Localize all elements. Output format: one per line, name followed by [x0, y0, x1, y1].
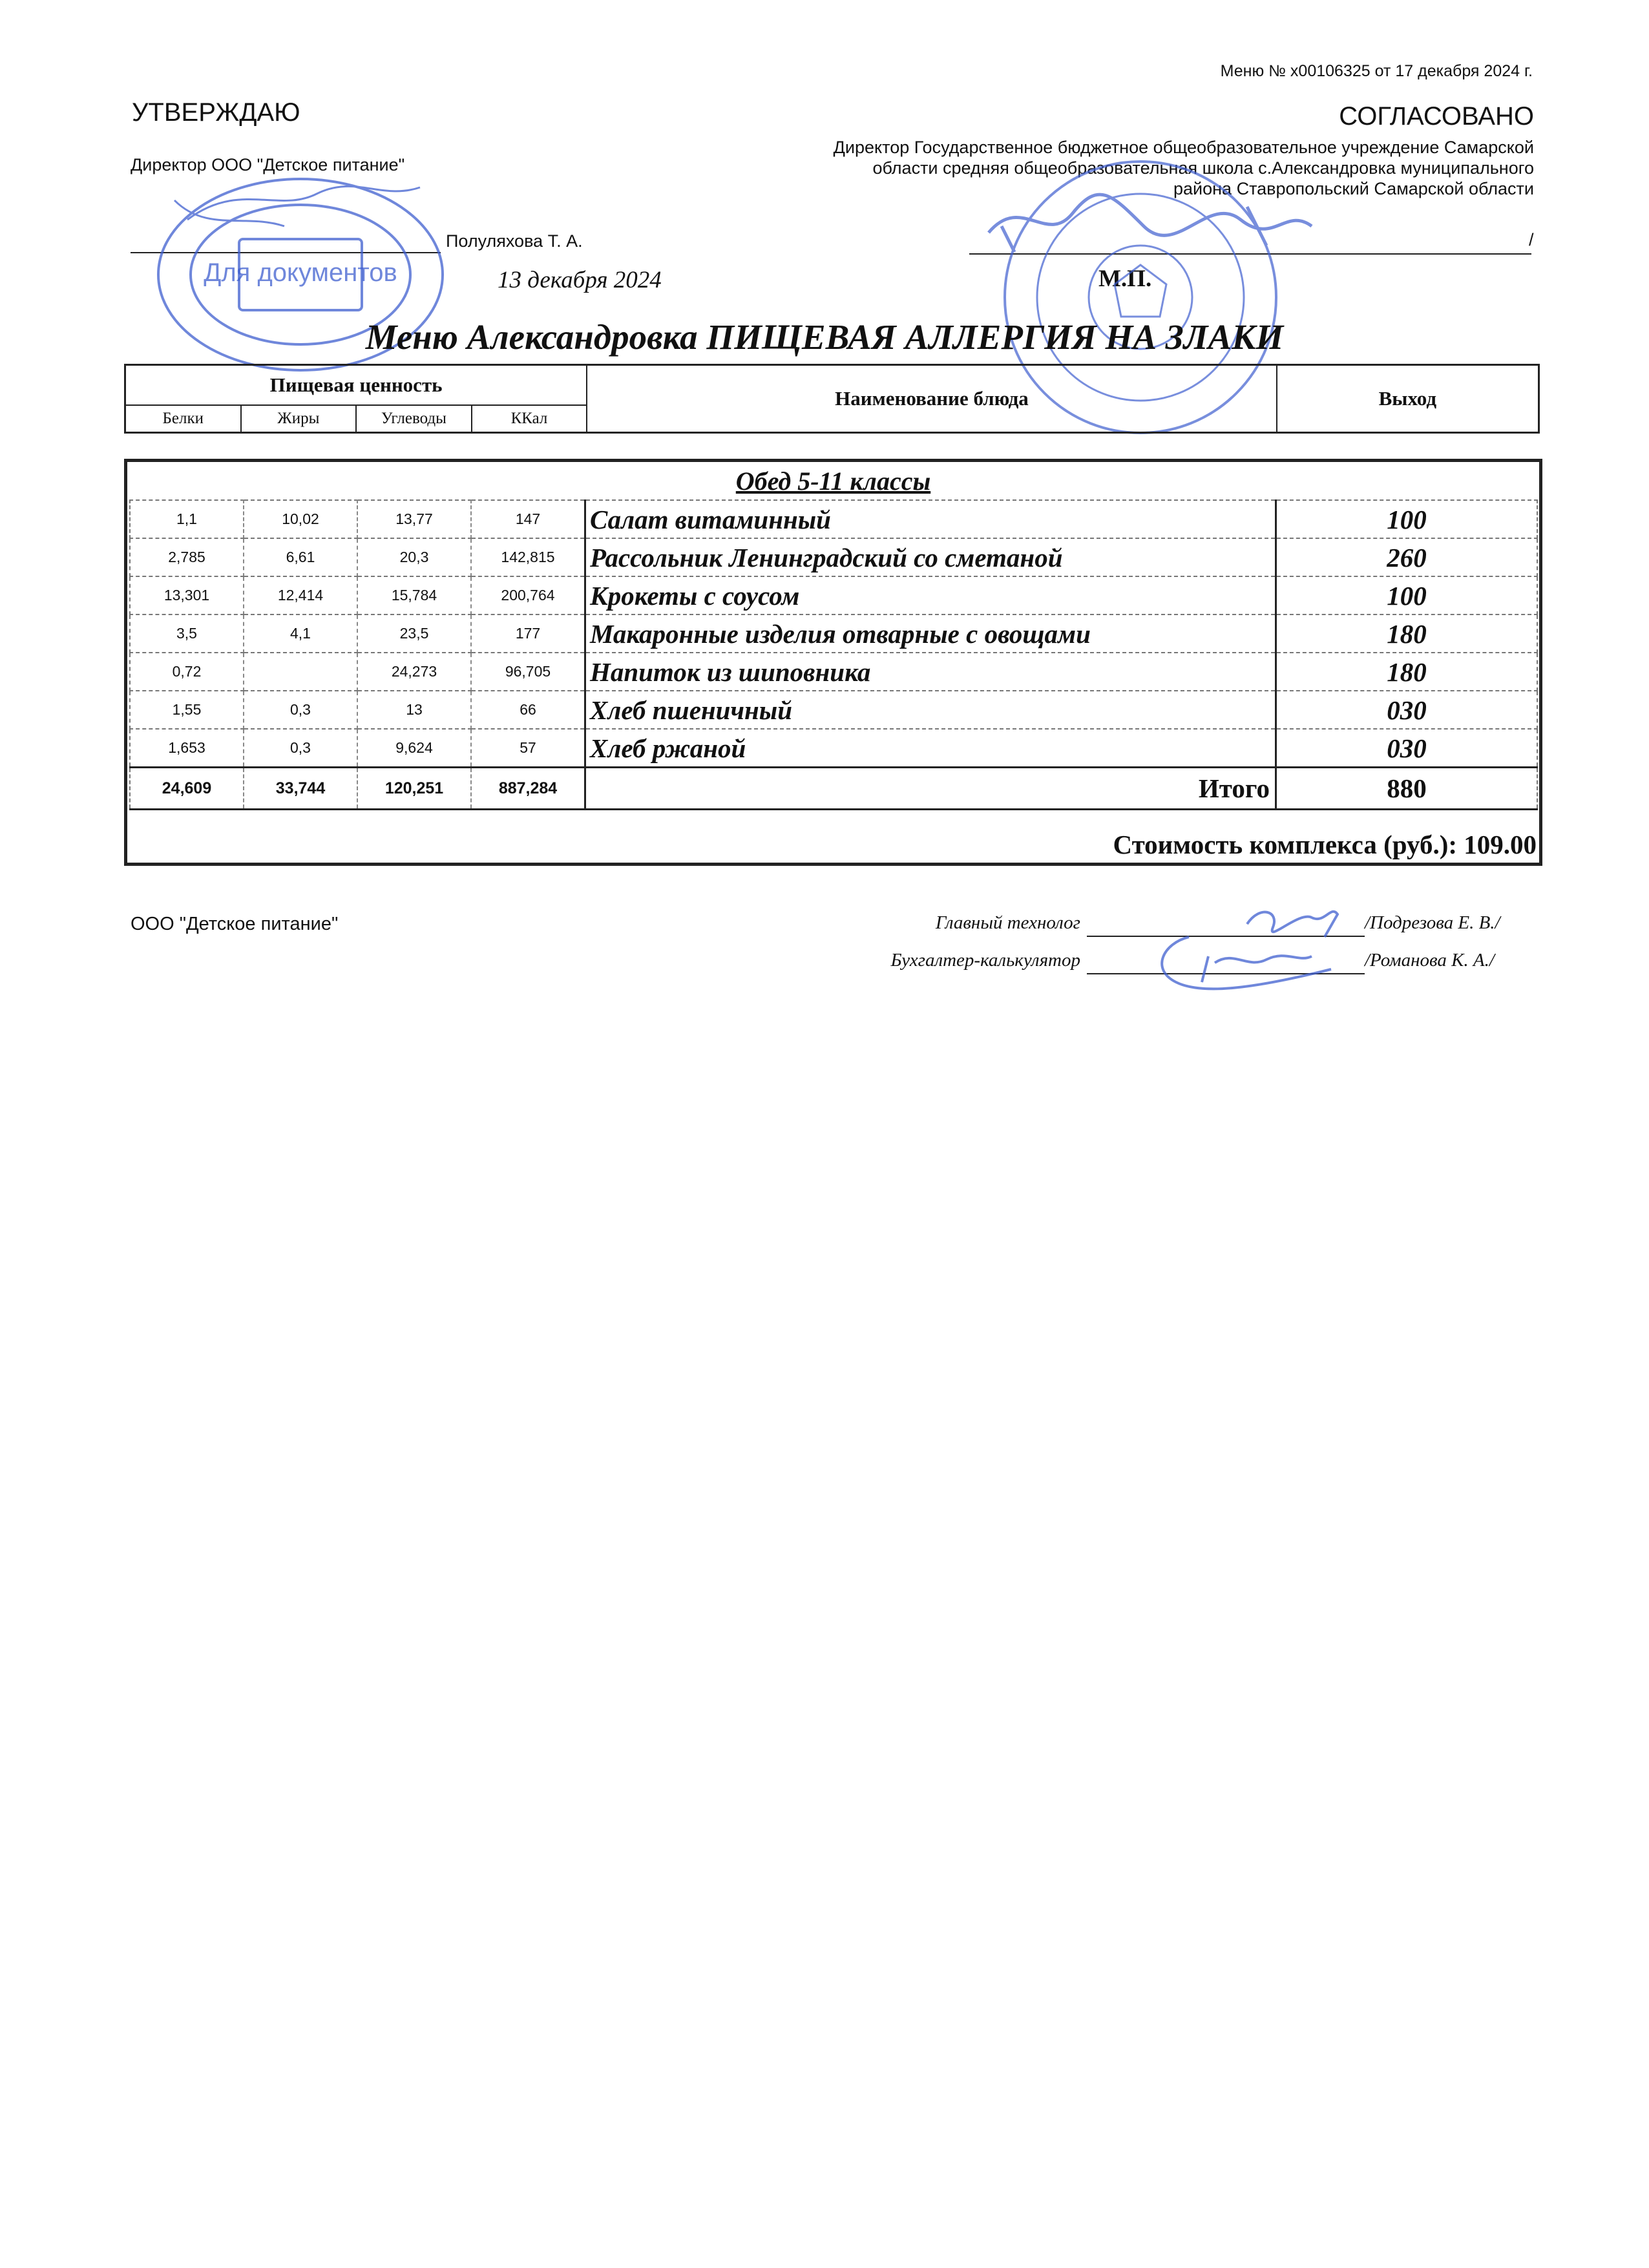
cell-carbs: 20,3	[357, 538, 471, 576]
cell-output: 260	[1276, 538, 1538, 576]
cell-output: 100	[1276, 576, 1538, 614]
set-cost: Стоимость комплекса (руб.): 109.00	[1113, 830, 1537, 859]
cell-fats: 6,61	[244, 538, 357, 576]
table-row	[130, 729, 1537, 768]
cell-carbs: 15,784	[357, 576, 471, 614]
cell-carbs: 9,624	[357, 729, 471, 768]
cell-fats: 0,3	[244, 729, 357, 768]
cell-carbs: 13	[357, 691, 471, 729]
table-row	[130, 653, 1537, 691]
stamp-place-label: М.П.	[1098, 266, 1152, 292]
cell-dish: Хлеб ржаной	[585, 729, 1276, 768]
accountant-role: Бухгалтер-калькулятор	[890, 950, 1080, 971]
cell-proteins: 1,55	[130, 691, 244, 729]
agree-slash: /	[1529, 230, 1534, 249]
cell-carbs: 23,5	[357, 614, 471, 653]
cell-proteins: 13,301	[130, 576, 244, 614]
accountant-name: /Романова К. А./	[1365, 950, 1495, 971]
agree-role-line2: области средняя общеобразовательная школа с.Александровка муниципального	[872, 158, 1534, 178]
total-row	[130, 768, 1537, 810]
table-row	[130, 691, 1537, 729]
cell-dish: Макаронные изделия отварные с овощами	[585, 614, 1276, 653]
cell-output: 030	[1276, 691, 1538, 729]
cell-fats: 10,02	[244, 500, 357, 538]
table-row	[130, 614, 1537, 653]
cell-fats	[244, 653, 357, 691]
total-proteins: 24,609	[130, 768, 244, 810]
cell-proteins: 0,72	[130, 653, 244, 691]
col-kcal: ККал	[472, 405, 587, 433]
output-header: Выход	[1277, 365, 1539, 433]
cell-dish: Рассольник Ленинградский со сметаной	[585, 538, 1276, 576]
cell-dish: Крокеты с соусом	[585, 576, 1276, 614]
cell-kcal: 200,764	[471, 576, 585, 614]
cell-kcal: 147	[471, 500, 585, 538]
total-label: Итого	[585, 768, 1276, 810]
technologist-name: /Подрезова Е. В./	[1365, 912, 1500, 933]
menu-number: Меню № x00106325 от 17 декабря 2024 г.	[1220, 62, 1533, 80]
col-carbs: Углеводы	[356, 405, 472, 433]
dish-header: Наименование блюда	[587, 365, 1276, 433]
cell-output: 180	[1276, 614, 1538, 653]
cell-dish: Салат витаминный	[585, 500, 1276, 538]
cell-output: 100	[1276, 500, 1538, 538]
cell-fats: 4,1	[244, 614, 357, 653]
total-kcal: 887,284	[471, 768, 585, 810]
cell-dish: Хлеб пшеничный	[585, 691, 1276, 729]
agree-title: СОГЛАСОВАНО	[1339, 102, 1534, 131]
total-output: 880	[1276, 768, 1538, 810]
cell-carbs: 24,273	[357, 653, 471, 691]
cell-dish: Напиток из шиповника	[585, 653, 1276, 691]
cell-proteins: 2,785	[130, 538, 244, 576]
section-title: Обед 5-11 классы	[735, 467, 931, 496]
cell-kcal: 66	[471, 691, 585, 729]
cell-proteins: 3,5	[130, 614, 244, 653]
col-fats: Жиры	[241, 405, 357, 433]
cell-fats: 0,3	[244, 691, 357, 729]
table-row	[130, 538, 1537, 576]
table-header	[124, 364, 1540, 434]
cell-proteins: 1,653	[130, 729, 244, 768]
menu-rows	[129, 499, 1538, 810]
company-footer: ООО "Детское питание"	[131, 914, 339, 934]
agree-role-line3: района Ставропольский Самарской области	[1173, 179, 1534, 198]
cell-output: 030	[1276, 729, 1538, 768]
cell-kcal: 142,815	[471, 538, 585, 576]
table-row	[130, 576, 1537, 614]
agree-role-line1: Директор Государственное бюджетное общеобразовательное учреждение Самарской	[833, 138, 1534, 157]
footer-signatures-icon	[1137, 892, 1383, 1008]
technologist-role: Главный технолог	[935, 912, 1080, 933]
total-carbs: 120,251	[357, 768, 471, 810]
approve-date: 13 декабря 2024	[498, 267, 662, 293]
total-fats: 33,744	[244, 768, 357, 810]
nutrition-header: Пищевая ценность	[125, 365, 587, 406]
col-proteins: Белки	[125, 405, 241, 433]
cell-kcal: 57	[471, 729, 585, 768]
cell-proteins: 1,1	[130, 500, 244, 538]
cell-fats: 12,414	[244, 576, 357, 614]
document-title: Меню Александровка ПИЩЕВАЯ АЛЛЕРГИЯ НА ЗЛАКИ	[365, 317, 1284, 357]
cell-carbs: 13,77	[357, 500, 471, 538]
left-stamp-text: Для документов	[204, 258, 397, 287]
approve-role: Директор ООО "Детское питание"	[131, 155, 405, 174]
table-row	[130, 500, 1537, 538]
cell-output: 180	[1276, 653, 1538, 691]
menu-table	[124, 459, 1542, 866]
cell-kcal: 96,705	[471, 653, 585, 691]
approve-title: УТВЕРЖДАЮ	[132, 98, 300, 127]
cell-kcal: 177	[471, 614, 585, 653]
approve-name: Полуляхова Т. А.	[446, 231, 583, 251]
